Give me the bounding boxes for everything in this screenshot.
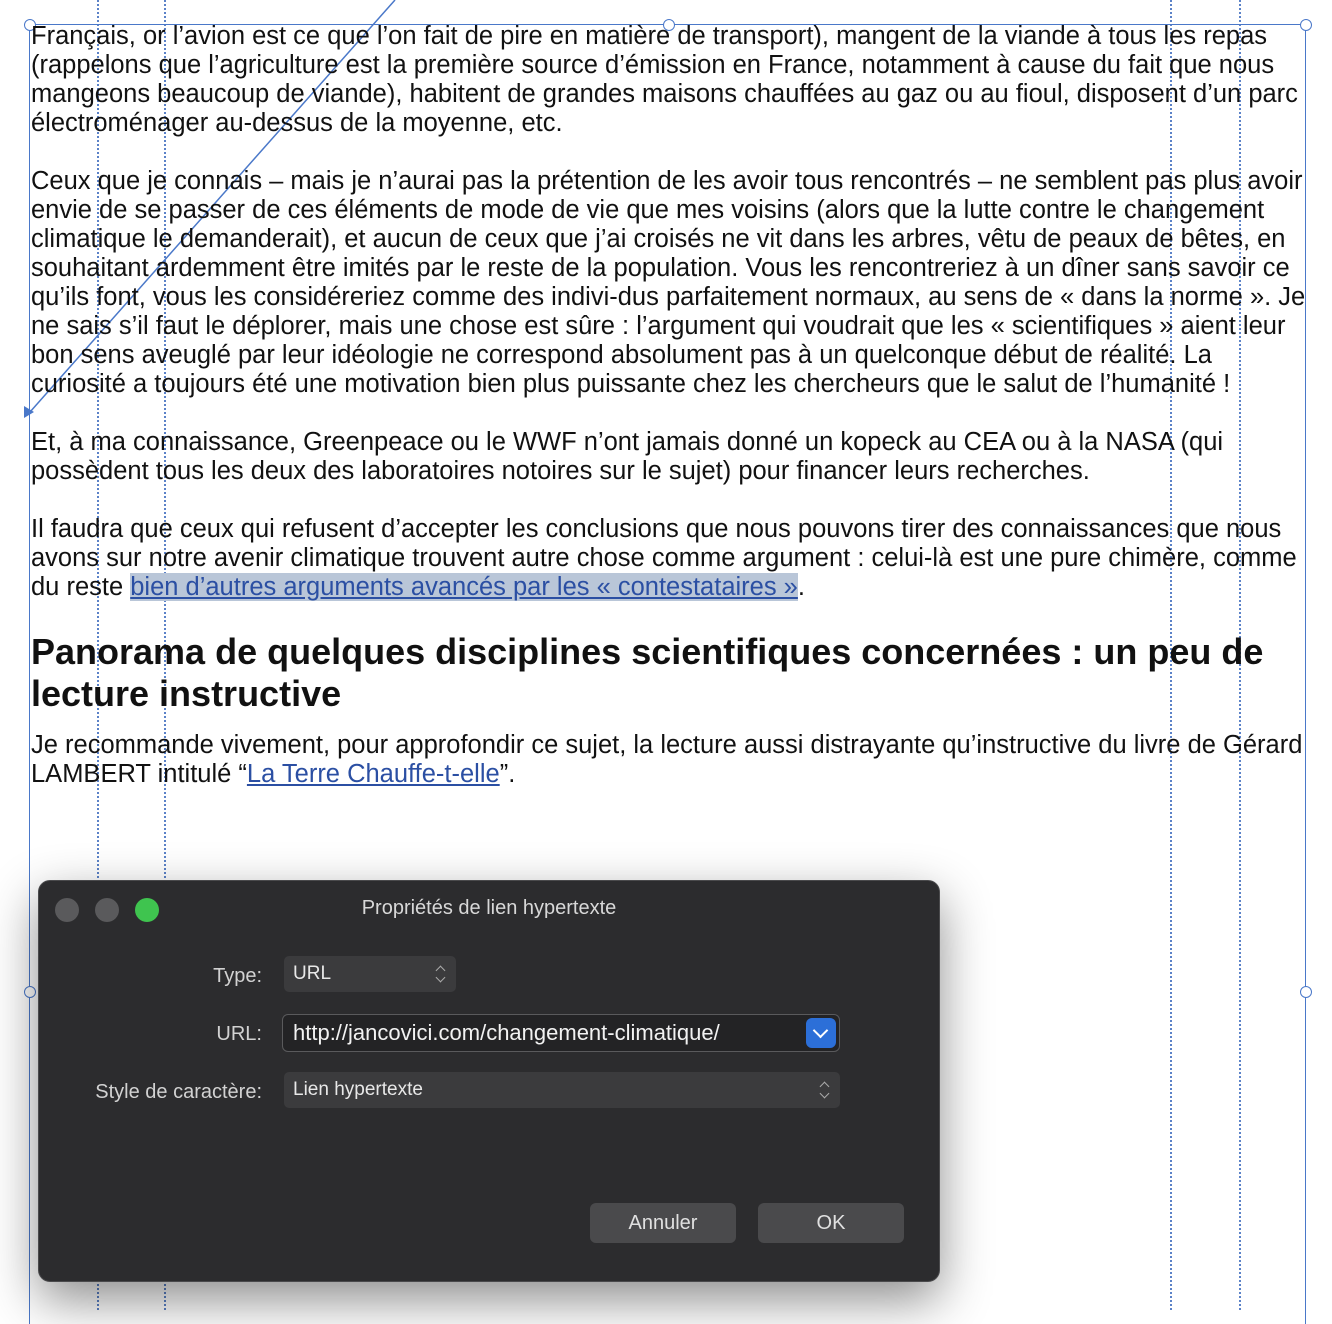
chevron-updown-icon	[820, 1078, 830, 1102]
document-body[interactable]	[31, 22, 1311, 818]
dialog-title: Propriétés de lien hypertexte	[361, 897, 617, 919]
url-label: URL:	[216, 1023, 262, 1045]
character-style-label: Style de caractère:	[95, 1081, 262, 1103]
paragraph: Ceux que je connais – mais je n’aurai pas la prétention de les avoir tous rencontrés – ne semblent pas plus avoir envie de se passer de ces éléments de mode de vie que mes voisins (alors que la lutte contre le changement climatique le demanderait), et aucun de ceux que j’ai croisés ne vit dans les arbres, vêtu de peaux de bêtes, en souhaitant ardemment être imités par le reste de la population. Vous les rencontreriez à un dîner sans savoir ce qu’ils font, vous les considéreriez comme des indivi-dus parfaitement normaux, au sens de « dans la norme ». Je ne sais s’il faut le déplorer, mais une chose est sûre : l’argument qui voudrait que les « scientifiques » aient leur bon sens aveuglé par leur idéologie ne correspond absolument pas à un quelconque début de réalité. La curiosité a toujours été une motivation bien plus puissante chez les chercheurs que le salut de l’humanité !	[31, 167, 1306, 398]
character-style-value: Lien hypertexte	[293, 1079, 423, 1100]
paragraph-text: ”.	[499, 760, 516, 788]
section-heading: Panorama de quelques disciplines scientifiques concernées : un peu de lecture instructive	[31, 631, 1264, 714]
book-hyperlink[interactable]: La Terre Chauffe-t-elle	[246, 760, 500, 788]
type-select-value: URL	[293, 963, 332, 984]
paragraph	[31, 515, 1311, 602]
paragraph-text: .	[797, 573, 805, 601]
type-select[interactable]	[284, 956, 456, 992]
paragraph: Français, or l’avion est ce que l’on fait de pire en matière de transport), mangent de la viande à tous les repas (rappelons que l’agriculture est la première source d’émission en France, notamment à cause du fait que nous mangeons beaucoup de viande), habitent de grandes maisons chauffées au gaz ou au fioul, disposent d’un parc électroménager au-dessus de la moyenne, etc.	[31, 22, 1298, 137]
selected-hyperlink[interactable]: bien d’autres arguments avancés par les « contestataires »	[130, 573, 798, 601]
paragraph: Et, à ma connaissance, Greenpeace ou le WWF n’ont jamais donné un kopeck au CEA ou à la NASA (qui possèdent tous les deux des laboratoires notoires sur le sujet) pour financer leurs recherches.	[31, 428, 1224, 485]
chevron-down-icon	[813, 1023, 829, 1039]
url-input-value[interactable]: http://jancovici.com/changement-climatique/	[293, 1020, 720, 1045]
url-combobox[interactable]	[282, 1014, 840, 1052]
ok-button[interactable]: OK	[758, 1203, 904, 1243]
character-style-select[interactable]	[284, 1072, 840, 1108]
type-label: Type:	[213, 965, 262, 987]
paragraph-text: Je recommande vivement, pour approfondir ce sujet, la lecture aussi distrayante qu’instructive du livre de Gérard LAMBERT intitulé “	[31, 731, 1303, 788]
paragraph	[31, 731, 1311, 789]
hyperlink-properties-dialog	[38, 880, 940, 1282]
cancel-button[interactable]: Annuler	[590, 1203, 736, 1243]
paragraph-text: Il faudra que ceux qui refusent d’accepter les conclusions que nous pouvons tirer des connaissances que nous avons sur notre avenir climatique trouvent autre chose comme argument : celui-là est une pure chimère, comme du reste	[31, 515, 1297, 601]
url-dropdown-button[interactable]	[806, 1018, 836, 1048]
chevron-updown-icon	[436, 962, 446, 986]
